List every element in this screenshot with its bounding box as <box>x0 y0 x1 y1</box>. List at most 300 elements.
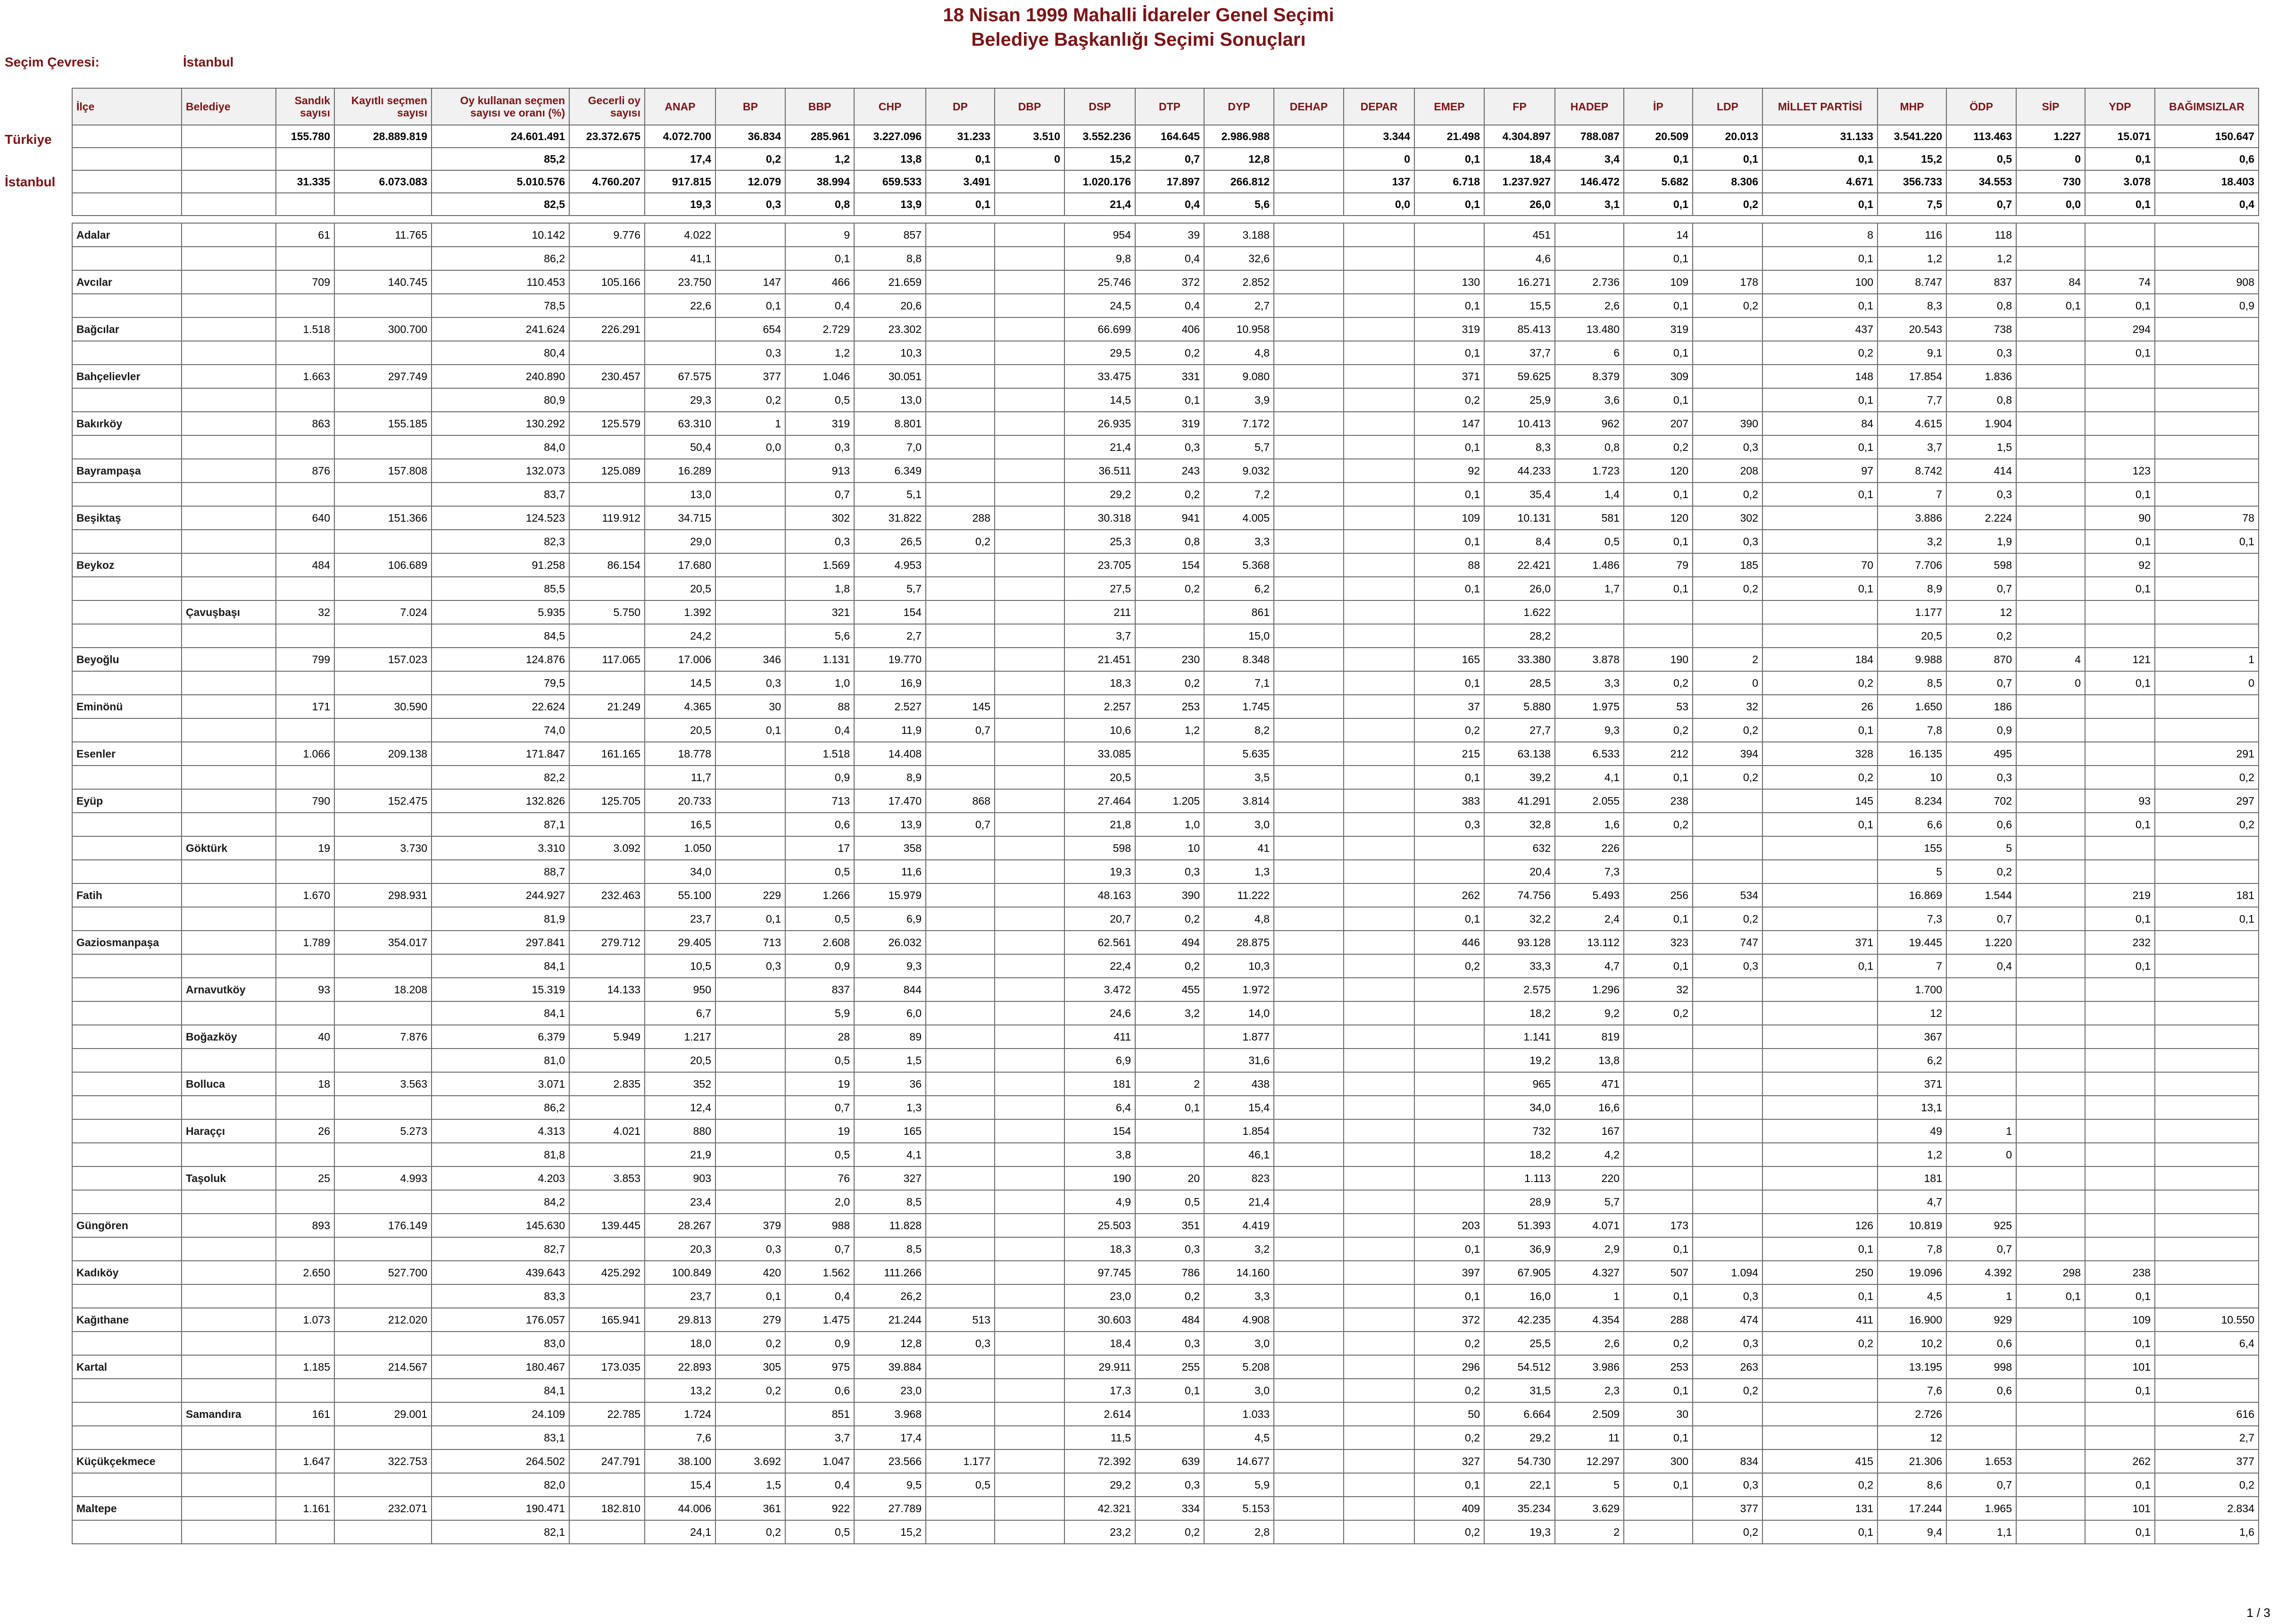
table-cell: 100.849 <box>645 1261 715 1284</box>
summary-cell: 0,3 <box>715 193 785 216</box>
table-cell: 732 <box>1484 1119 1555 1143</box>
table-cell <box>995 1520 1064 1544</box>
table-cell: 379 <box>715 1214 785 1237</box>
table-cell <box>1344 1214 1414 1237</box>
table-cell: 0,1 <box>1414 907 1484 931</box>
table-cell: 2,7 <box>854 624 926 648</box>
summary-cell: 17,4 <box>645 148 715 170</box>
table-cell: 7.706 <box>1878 553 1946 577</box>
table-cell: 26,0 <box>1484 577 1555 600</box>
table-cell <box>2085 388 2155 412</box>
table-cell: 151.366 <box>334 506 432 530</box>
table-cell: 279 <box>715 1308 785 1332</box>
summary-cell: 1.227 <box>2016 125 2085 148</box>
table-cell: 0,2 <box>1135 907 1204 931</box>
page-number: 1 / 3 <box>2246 1606 2270 1620</box>
table-cell <box>1274 648 1344 671</box>
table-cell <box>1344 648 1414 671</box>
table-cell: 1.562 <box>785 1261 854 1284</box>
table-cell: 1.518 <box>785 742 854 766</box>
table-cell <box>926 1284 995 1308</box>
table-cell <box>2155 365 2259 388</box>
table-cell <box>715 459 785 483</box>
summary-cell: 15.071 <box>2085 125 2155 148</box>
table-cell: 105.166 <box>569 270 645 294</box>
summary-cell: 21.498 <box>1414 125 1484 148</box>
table-cell: 21.659 <box>854 270 926 294</box>
table-cell: 86.154 <box>569 553 645 577</box>
table-cell <box>276 483 334 506</box>
table-cell <box>2016 1119 2085 1143</box>
table-cell: 0,5 <box>785 388 854 412</box>
table-cell <box>926 1119 995 1143</box>
district-name <box>72 600 182 624</box>
table-cell <box>334 718 432 742</box>
table-cell: 2.729 <box>785 317 854 341</box>
table-cell <box>1344 1190 1414 1214</box>
table-cell: 7,0 <box>854 435 926 459</box>
table-cell: 165.941 <box>569 1308 645 1332</box>
table-cell: 0,2 <box>1693 1379 1762 1402</box>
table-cell <box>334 1190 432 1214</box>
table-cell <box>334 483 432 506</box>
table-cell: 51.393 <box>1484 1214 1555 1237</box>
table-cell: 1.789 <box>276 931 334 954</box>
table-cell: 0,3 <box>1135 1473 1204 1497</box>
table-cell <box>2085 718 2155 742</box>
table-cell: 54.512 <box>1484 1355 1555 1379</box>
table-cell: 0,2 <box>1624 813 1693 836</box>
table-cell <box>1693 860 1762 883</box>
table-cell <box>1274 1261 1344 1284</box>
table-cell: 0,7 <box>1946 577 2016 600</box>
table-cell: 157.808 <box>334 459 432 483</box>
table-cell <box>1946 978 2016 1001</box>
table-cell <box>1624 1049 1693 1072</box>
table-cell: 10.819 <box>1878 1214 1946 1237</box>
table-cell <box>645 341 715 365</box>
table-cell: 298 <box>2016 1261 2085 1284</box>
table-cell <box>276 1237 334 1261</box>
table-cell: 0,4 <box>1946 954 2016 978</box>
table-cell <box>1624 1166 1693 1190</box>
table-cell: 0,1 <box>1135 388 1204 412</box>
table-row <box>72 1143 2259 1166</box>
summary-cell <box>276 148 334 170</box>
table-cell: 230.457 <box>569 365 645 388</box>
table-cell <box>995 1497 1064 1520</box>
table-cell: 14 <box>1624 223 1693 247</box>
table-cell: 9,2 <box>1555 1001 1624 1025</box>
table-cell: 0,1 <box>1762 247 1878 270</box>
table-cell: 0,7 <box>785 483 854 506</box>
table-cell: 21,4 <box>1204 1190 1274 1214</box>
table-cell: 0,7 <box>926 718 995 742</box>
table-cell: 377 <box>1693 1497 1762 1520</box>
table-cell: 41,1 <box>645 247 715 270</box>
district-name <box>72 671 182 695</box>
table-cell <box>276 388 334 412</box>
table-cell: 17 <box>785 836 854 860</box>
table-cell <box>926 1143 995 1166</box>
table-cell: 22.624 <box>432 695 569 718</box>
table-cell: 1.266 <box>785 883 854 907</box>
table-cell: 0,2 <box>1693 1520 1762 1544</box>
table-cell: 10,2 <box>1878 1332 1946 1355</box>
table-cell <box>995 1119 1064 1143</box>
table-cell: 178 <box>1693 270 1762 294</box>
table-cell <box>995 247 1064 270</box>
table-cell <box>1762 860 1878 883</box>
table-cell: 11.828 <box>854 1214 926 1237</box>
summary-cell: 266.812 <box>1204 170 1274 193</box>
table-cell: 100 <box>1762 270 1878 294</box>
table-cell: 0,5 <box>785 907 854 931</box>
table-cell <box>715 624 785 648</box>
table-cell <box>2016 412 2085 435</box>
table-cell <box>1693 1049 1762 1072</box>
table-cell <box>1135 1119 1204 1143</box>
table-cell: 1.965 <box>1946 1497 2016 1520</box>
table-cell <box>569 341 645 365</box>
table-cell <box>1414 1119 1484 1143</box>
table-cell <box>569 435 645 459</box>
table-cell: 161 <box>276 1402 334 1426</box>
municipality-name <box>182 341 276 365</box>
table-cell: 446 <box>1414 931 1484 954</box>
table-cell: 1,4 <box>1555 483 1624 506</box>
table-cell: 20,5 <box>1064 766 1135 789</box>
table-cell <box>715 860 785 883</box>
column-header: DBP <box>995 88 1064 125</box>
table-cell: 1,2 <box>1878 247 1946 270</box>
table-cell: 929 <box>1946 1308 2016 1332</box>
table-cell: 214.567 <box>334 1355 432 1379</box>
table-cell <box>1762 1049 1878 1072</box>
table-cell <box>1274 1025 1344 1049</box>
table-cell: 632 <box>1484 836 1555 860</box>
table-cell: 0,1 <box>1414 1473 1484 1497</box>
table-cell: 131 <box>1762 1497 1878 1520</box>
table-cell: 4.005 <box>1204 506 1274 530</box>
table-cell: 11,7 <box>645 766 715 789</box>
table-cell: 6.349 <box>854 459 926 483</box>
table-cell: 4.022 <box>645 223 715 247</box>
table-cell: 13.480 <box>1555 317 1624 341</box>
table-cell: 0,5 <box>1555 530 1624 553</box>
table-cell: 63.138 <box>1484 742 1555 766</box>
municipality-name <box>182 813 276 836</box>
table-cell: 6,9 <box>1064 1049 1135 1072</box>
table-cell: 4.313 <box>432 1119 569 1143</box>
table-cell: 209.138 <box>334 742 432 766</box>
table-cell: 1.663 <box>276 365 334 388</box>
table-row <box>72 1072 2259 1096</box>
table-cell: 3,7 <box>785 1426 854 1449</box>
table-cell <box>276 813 334 836</box>
table-cell <box>1762 1025 1878 1049</box>
municipality-name <box>182 1049 276 1072</box>
table-cell <box>276 1096 334 1119</box>
summary-cell: 12,8 <box>1204 148 1274 170</box>
summary-cell <box>334 148 432 170</box>
table-cell <box>1274 624 1344 648</box>
table-cell <box>2016 1072 2085 1096</box>
district-name: Bağcılar <box>72 317 182 341</box>
table-cell: 1.161 <box>276 1497 334 1520</box>
table-cell: 1.569 <box>785 553 854 577</box>
table-cell: 2.257 <box>1064 695 1135 718</box>
table-cell <box>2016 1355 2085 1379</box>
table-cell: 598 <box>1064 836 1135 860</box>
table-cell: 16.271 <box>1484 270 1555 294</box>
table-cell: 23,0 <box>854 1379 926 1402</box>
table-cell: 110.453 <box>432 270 569 294</box>
table-cell <box>926 978 995 1001</box>
table-cell <box>2016 1049 2085 1072</box>
table-cell <box>926 294 995 317</box>
table-cell: 116 <box>1878 223 1946 247</box>
table-cell <box>995 1190 1064 1214</box>
table-cell: 21,9 <box>645 1143 715 1166</box>
table-cell: 145 <box>926 695 995 718</box>
table-cell: 25,3 <box>1064 530 1135 553</box>
table-cell <box>926 270 995 294</box>
table-cell <box>1344 1001 1414 1025</box>
table-cell: 0,1 <box>2016 1284 2085 1308</box>
table-cell: 0,1 <box>1762 1520 1878 1544</box>
table-cell <box>2155 247 2259 270</box>
table-cell: 74,0 <box>432 718 569 742</box>
table-cell <box>334 247 432 270</box>
table-cell <box>1693 1072 1762 1096</box>
table-cell: 20,5 <box>645 577 715 600</box>
table-cell <box>1344 860 1414 883</box>
table-row <box>72 742 2259 766</box>
table-cell <box>1274 317 1344 341</box>
table-cell: 0,4 <box>1135 247 1204 270</box>
table-cell <box>995 907 1064 931</box>
table-cell: 0,3 <box>1414 813 1484 836</box>
municipality-name <box>182 695 276 718</box>
table-cell: 232 <box>2085 931 2155 954</box>
table-cell: 1,5 <box>854 1049 926 1072</box>
table-cell: 125.089 <box>569 459 645 483</box>
table-cell: 66.699 <box>1064 317 1135 341</box>
table-cell: 9,5 <box>854 1473 926 1497</box>
table-cell: 0,2 <box>1693 294 1762 317</box>
table-cell <box>1274 1190 1344 1214</box>
table-cell: 39,2 <box>1484 766 1555 789</box>
table-row <box>72 1284 2259 1308</box>
table-cell: 226 <box>1555 836 1624 860</box>
district-name: Güngören <box>72 1214 182 1237</box>
table-cell <box>2016 1096 2085 1119</box>
table-cell: 908 <box>2155 270 2259 294</box>
table-cell: 59.625 <box>1484 365 1555 388</box>
district-name <box>72 530 182 553</box>
table-cell: 4.419 <box>1204 1214 1274 1237</box>
table-cell <box>1344 1308 1414 1332</box>
table-cell <box>715 247 785 270</box>
summary-cell: 4.671 <box>1762 170 1878 193</box>
table-cell <box>1274 1143 1344 1166</box>
table-cell: 0,2 <box>1414 1379 1484 1402</box>
municipality-name <box>182 388 276 412</box>
table-cell: 0,9 <box>785 1332 854 1355</box>
district-name: Esenler <box>72 742 182 766</box>
table-cell <box>715 1166 785 1190</box>
table-cell: 154 <box>1135 553 1204 577</box>
table-cell <box>1274 341 1344 365</box>
table-cell <box>2085 247 2155 270</box>
table-cell <box>2016 341 2085 365</box>
table-cell <box>569 718 645 742</box>
table-cell <box>715 506 785 530</box>
summary-cell: 15,2 <box>1878 148 1946 170</box>
table-row <box>72 766 2259 789</box>
table-cell <box>1135 766 1204 789</box>
table-cell: 3,2 <box>1135 1001 1204 1025</box>
table-cell <box>926 600 995 624</box>
table-cell: 13,9 <box>854 813 926 836</box>
table-cell: 17.006 <box>645 648 715 671</box>
table-cell <box>926 388 995 412</box>
table-cell <box>569 1001 645 1025</box>
column-header: İP <box>1624 88 1693 125</box>
spacer-cell <box>645 216 715 223</box>
table-cell <box>1693 223 1762 247</box>
table-cell: 484 <box>276 553 334 577</box>
table-cell: 83,7 <box>432 483 569 506</box>
district-name <box>72 388 182 412</box>
table-cell <box>1344 1237 1414 1261</box>
table-cell <box>1135 1143 1204 1166</box>
table-cell <box>1555 600 1624 624</box>
table-cell <box>334 388 432 412</box>
table-cell: 6,6 <box>1878 813 1946 836</box>
table-cell <box>2016 1332 2085 1355</box>
spacer-cell <box>569 216 645 223</box>
table-cell: 0,1 <box>1762 294 1878 317</box>
table-row <box>72 695 2259 718</box>
table-cell: 264.502 <box>432 1449 569 1473</box>
table-cell: 190 <box>1064 1166 1135 1190</box>
district-name: Beykoz <box>72 553 182 577</box>
table-cell: 10,5 <box>645 954 715 978</box>
table-cell: 0,8 <box>1555 435 1624 459</box>
table-cell: 4,9 <box>1064 1190 1135 1214</box>
table-cell: 857 <box>854 223 926 247</box>
table-cell: 0,1 <box>2085 671 2155 695</box>
municipality-name: Boğazköy <box>182 1025 276 1049</box>
table-cell <box>926 742 995 766</box>
table-row <box>72 1402 2259 1426</box>
summary-cell <box>1274 193 1344 216</box>
summary-cell: 15,2 <box>1064 148 1135 170</box>
table-cell <box>926 954 995 978</box>
table-cell: 4,6 <box>1484 247 1555 270</box>
municipality-name <box>182 1001 276 1025</box>
table-cell <box>2085 742 2155 766</box>
table-cell: 420 <box>715 1261 785 1284</box>
table-cell: 1,0 <box>1135 813 1204 836</box>
summary-cell <box>569 148 645 170</box>
table-cell: 2,6 <box>1555 1332 1624 1355</box>
table-cell: 76 <box>785 1166 854 1190</box>
table-cell: 14,5 <box>1064 388 1135 412</box>
table-cell <box>995 483 1064 506</box>
table-cell <box>1762 1166 1878 1190</box>
table-cell <box>2155 553 2259 577</box>
table-cell: 876 <box>276 459 334 483</box>
table-cell <box>1344 435 1414 459</box>
table-cell: 13.195 <box>1878 1355 1946 1379</box>
summary-cell <box>182 125 276 148</box>
table-cell: 97.745 <box>1064 1261 1135 1284</box>
table-cell: 1.131 <box>785 648 854 671</box>
table-cell <box>1693 1096 1762 1119</box>
municipality-name <box>182 553 276 577</box>
table-cell: 13.112 <box>1555 931 1624 954</box>
table-cell <box>995 1096 1064 1119</box>
table-cell: 372 <box>1135 270 1204 294</box>
spacer-cell <box>2016 216 2085 223</box>
table-cell: 0,1 <box>2016 294 2085 317</box>
table-cell: 130.292 <box>432 412 569 435</box>
district-name: Gaziosmanpaşa <box>72 931 182 954</box>
table-cell: 0,2 <box>2155 766 2259 789</box>
table-cell <box>2085 1119 2155 1143</box>
table-cell: 145 <box>1762 789 1878 813</box>
table-cell: 0,2 <box>1762 1473 1878 1497</box>
table-cell: 12 <box>1878 1001 1946 1025</box>
table-cell <box>926 1497 995 1520</box>
table-cell <box>1344 294 1414 317</box>
summary-cell: 0,1 <box>1762 193 1878 216</box>
table-cell: 8,8 <box>854 247 926 270</box>
table-cell <box>2155 1284 2259 1308</box>
table-cell <box>1693 247 1762 270</box>
table-cell: 0,2 <box>1135 1520 1204 1544</box>
table-row <box>72 883 2259 907</box>
table-cell <box>1414 1143 1484 1166</box>
column-header: DP <box>926 88 995 125</box>
table-cell: 390 <box>1693 412 1762 435</box>
table-row <box>72 931 2259 954</box>
table-cell: 10.550 <box>2155 1308 2259 1332</box>
table-cell: 17.680 <box>645 553 715 577</box>
table-cell: 0,4 <box>785 1473 854 1497</box>
table-cell: 19,3 <box>1484 1520 1555 1544</box>
table-cell: 79,5 <box>432 671 569 695</box>
table-row <box>72 1166 2259 1190</box>
table-cell: 25.746 <box>1064 270 1135 294</box>
table-cell <box>276 435 334 459</box>
table-cell: 34,0 <box>645 860 715 883</box>
table-cell: 10.142 <box>432 223 569 247</box>
summary-cell: 3.541.220 <box>1878 125 1946 148</box>
table-cell: 25,9 <box>1484 388 1555 412</box>
table-cell: 616 <box>2155 1402 2259 1426</box>
table-cell <box>1274 1284 1344 1308</box>
constituency-label: Seçim Çevresi: <box>5 55 100 69</box>
table-cell <box>926 1379 995 1402</box>
table-cell <box>1762 624 1878 648</box>
table-cell <box>715 600 785 624</box>
table-cell: 3,2 <box>1878 530 1946 553</box>
column-header: DTP <box>1135 88 1204 125</box>
